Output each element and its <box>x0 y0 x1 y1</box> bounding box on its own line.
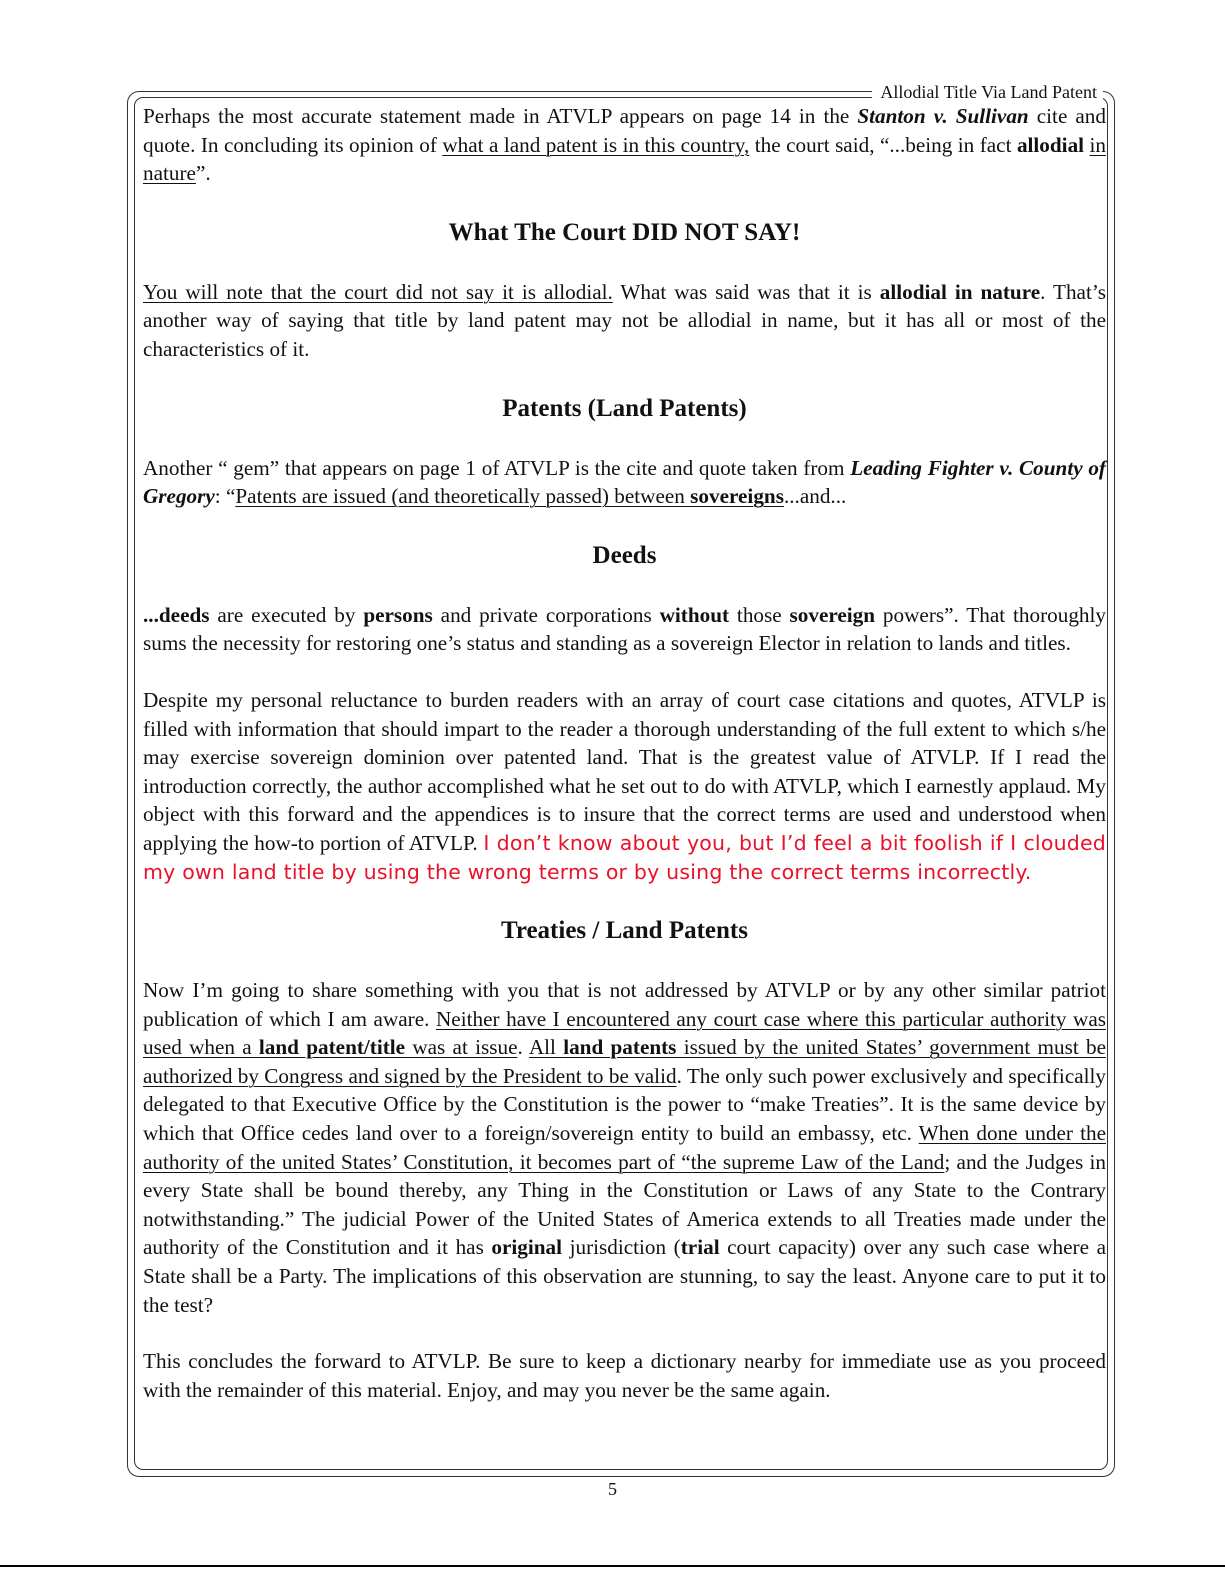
conclusion-paragraph: This concludes the forward to ATVLP. Be sure to keep a dictionary nearby for immediate use as you proceed with the remainder of this material. Enjoy, and may you never be the same again. <box>143 1349 1106 1402</box>
note-paragraph: You will note that the court did not say it is allodial. What was said was that it is allodial in nature. That’s another way of saying that title by land patent may not be allodial in name, but it has all or most of the characteristics of it. <box>143 279 1106 361</box>
case-citation: Stanton v. Sullivan <box>857 104 1029 128</box>
case-citation: Leading Fighter v. County of Gregory <box>143 455 1106 509</box>
bottom-rule <box>0 1565 1225 1567</box>
gem-paragraph: Another “ gem” that appears on page 1 of ATVLP is the cite and quote taken from Leading Fighter v. County of Gregory: “Patents are issued (and theoretically passed) between sovereigns...and... <box>143 455 1106 509</box>
section-heading-deeds: Deeds <box>592 541 657 569</box>
treaties-paragraph: Now I’m going to share something with you that is not addressed by ATVLP or by any other similar patriot publication of which I am aware. Neither have I encountered any court case where this particular authority was used when a land patent/title was at issue. All land patents issued by the united States’ government must be authorized by Congress and signed by the President to be valid. The only such power exclusively and specifically delegated to that Executive Office by the Constitution is the power to “make Treaties”. It is the same device by which that Office cedes land over to a foreign/sovereign entity to build an embassy, etc. When done under the authority of the united States’ Constitution, it becomes part of “the supreme Law of the Land; and the Judges in every State shall be bound thereby, any Thing in the Constitution or Laws of any State to the Contrary notwithstanding.” The judicial Power of the United States of America extends to all Treaties made under the authority of the Constitution and it has original jurisdiction (trial court capacity) over any such case where a State shall be a Party. The implications of this observation are stunning, to say the least. Anyone care to put it to the test? <box>143 978 1106 1317</box>
deeds-paragraph: ...deeds are executed by persons and private corporations without those sovereign powers”. That thoroughly sums the necessity for restoring one’s status and standing as a sovereign Elector in relation to lands and titles. <box>143 602 1106 656</box>
intro-paragraph: Perhaps the most accurate statement made in ATVLP appears on page 14 in the Stanton v. Sullivan cite and quote. In concluding its opinion of what a land patent is in this country, the court said, “...being in fact allodial in nature”. <box>143 104 1107 186</box>
page-content <box>143 102 1106 1404</box>
despite-paragraph: Despite my personal reluctance to burden readers with an array of court case citations and quotes, ATVLP is filled with information that should impart to the reader a thorough understanding of the full extent to which s/he may exercise sovereign dominion over patented land. That is the greatest value of ATVLP. If I read the introduction correctly, the author accomplished what he set out to do with ATVLP, which I earnestly applaud. My object with this forward and the appendices is to insure that the correct terms are used and understood when applying the how-to portion of ATVLP. I don’t know about you, but I’d feel a bit foolish if I clouded my own land title by using the wrong terms or by using the correct terms incorrectly. <box>143 687 1106 884</box>
section-heading-treaties: Treaties / Land Patents <box>501 917 748 945</box>
section-heading-patents: Patents (Land Patents) <box>502 394 747 422</box>
handwritten-annotation: I don’t know about you, but I’d feel a bit foolish if I clouded my own land title by using the wrong terms or by using the correct terms incorrectly. <box>143 830 1106 884</box>
running-header: Allodial Title Via Land Patent <box>872 80 1103 104</box>
section-heading-did-not-say: What The Court DID NOT SAY! <box>448 218 801 246</box>
page-number: 5 <box>608 1479 617 1499</box>
